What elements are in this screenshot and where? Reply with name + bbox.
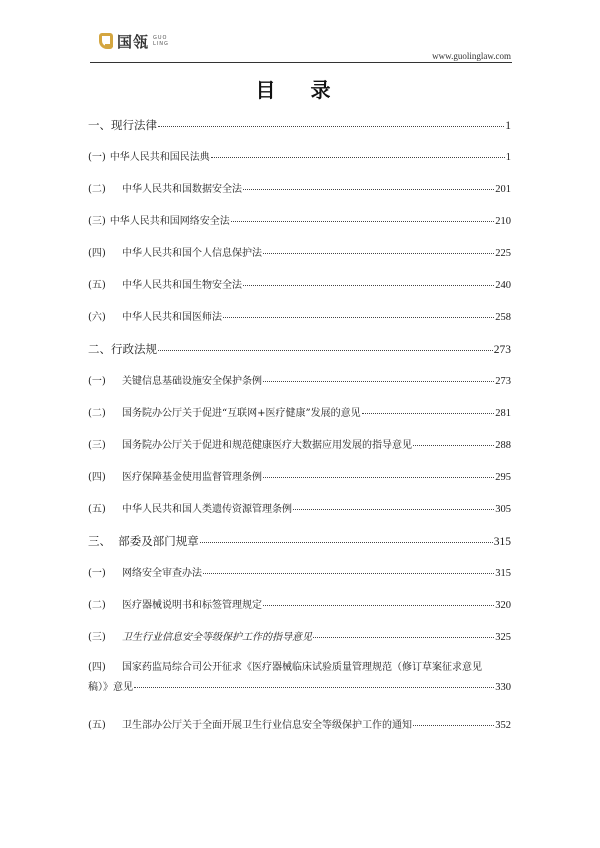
toc-item[interactable]: (一) 中华人民共和国民法典 1 xyxy=(88,152,511,163)
dot-leader xyxy=(263,476,494,478)
toc-item[interactable]: (二) 国务院办公厅关于促进“互联网+医疗健康”发展的意见 281 xyxy=(88,408,511,419)
dot-leader xyxy=(243,284,494,286)
toc-item[interactable]: (五) 中华人民共和国生物安全法 240 xyxy=(88,280,511,291)
dot-leader xyxy=(158,125,504,127)
dot-leader xyxy=(263,252,494,254)
dot-leader xyxy=(293,508,494,510)
toc-item[interactable]: (三) 卫生行业信息安全等级保护工作的指导意见 325 xyxy=(88,632,511,643)
dot-leader xyxy=(158,349,493,351)
dot-leader xyxy=(203,572,494,574)
toc-item[interactable]: (二) 医疗器械说明书和标签管理规定 320 xyxy=(88,600,511,611)
toc-item[interactable]: (三) 国务院办公厅关于促进和规范健康医疗大数据应用发展的指导意见 288 xyxy=(88,440,511,451)
page-number: 1 xyxy=(505,120,511,132)
page-number: 273 xyxy=(493,344,511,356)
dot-leader xyxy=(211,156,505,158)
dot-leader xyxy=(134,687,494,688)
toc-item[interactable]: (五) 卫生部办公厅关于全面开展卫生行业信息安全等级保护工作的通知 352 xyxy=(88,720,511,731)
dot-leader xyxy=(200,541,493,543)
toc-section-3[interactable]: 三、 部委及部门规章 315 xyxy=(88,534,511,548)
toc-item[interactable]: (四) 医疗保障基金使用监督管理条例 295 xyxy=(88,472,511,483)
website-url[interactable]: www.guolinglaw.com xyxy=(432,51,511,61)
dot-leader xyxy=(362,412,495,414)
logo-english-name: GUO LING xyxy=(153,35,169,47)
toc-item[interactable]: (四) 中华人民共和国个人信息保护法 225 xyxy=(88,248,511,259)
toc-section-2[interactable]: 二、行政法规 273 xyxy=(88,342,511,356)
page-number: 315 xyxy=(493,536,511,548)
dot-leader xyxy=(263,604,494,606)
toc-item[interactable]: (五) 中华人民共和国人类遗传资源管理条例 305 xyxy=(88,504,511,515)
toc-item[interactable]: (三) 中华人民共和国网络安全法 210 xyxy=(88,216,511,227)
dot-leader xyxy=(223,316,494,318)
dot-leader xyxy=(413,724,494,726)
toc-item[interactable]: (四) 国家药监局综合司公开征求《医疗器械临床试验质量管理规范（修订草案征求意见 稿）》意见 330 xyxy=(88,662,511,693)
toc-item[interactable]: (一) 关键信息基础设施安全保护条例 273 xyxy=(88,376,511,387)
dot-leader xyxy=(263,380,494,382)
page-title: 目 录 xyxy=(255,78,345,102)
dot-leader xyxy=(231,220,494,222)
toc-item[interactable]: (一) 网络安全审查办法 315 xyxy=(88,568,511,579)
toc-item[interactable]: (六) 中华人民共和国医师法 258 xyxy=(88,312,511,323)
toc-section-1[interactable]: 一、现行法律 1 xyxy=(88,118,511,132)
toc-item[interactable]: (二) 中华人民共和国数据安全法 201 xyxy=(88,184,511,195)
dot-leader xyxy=(243,188,494,190)
dot-leader xyxy=(313,636,494,638)
dot-leader xyxy=(413,444,494,446)
logo-chinese-name: 国瓴 xyxy=(117,32,150,51)
